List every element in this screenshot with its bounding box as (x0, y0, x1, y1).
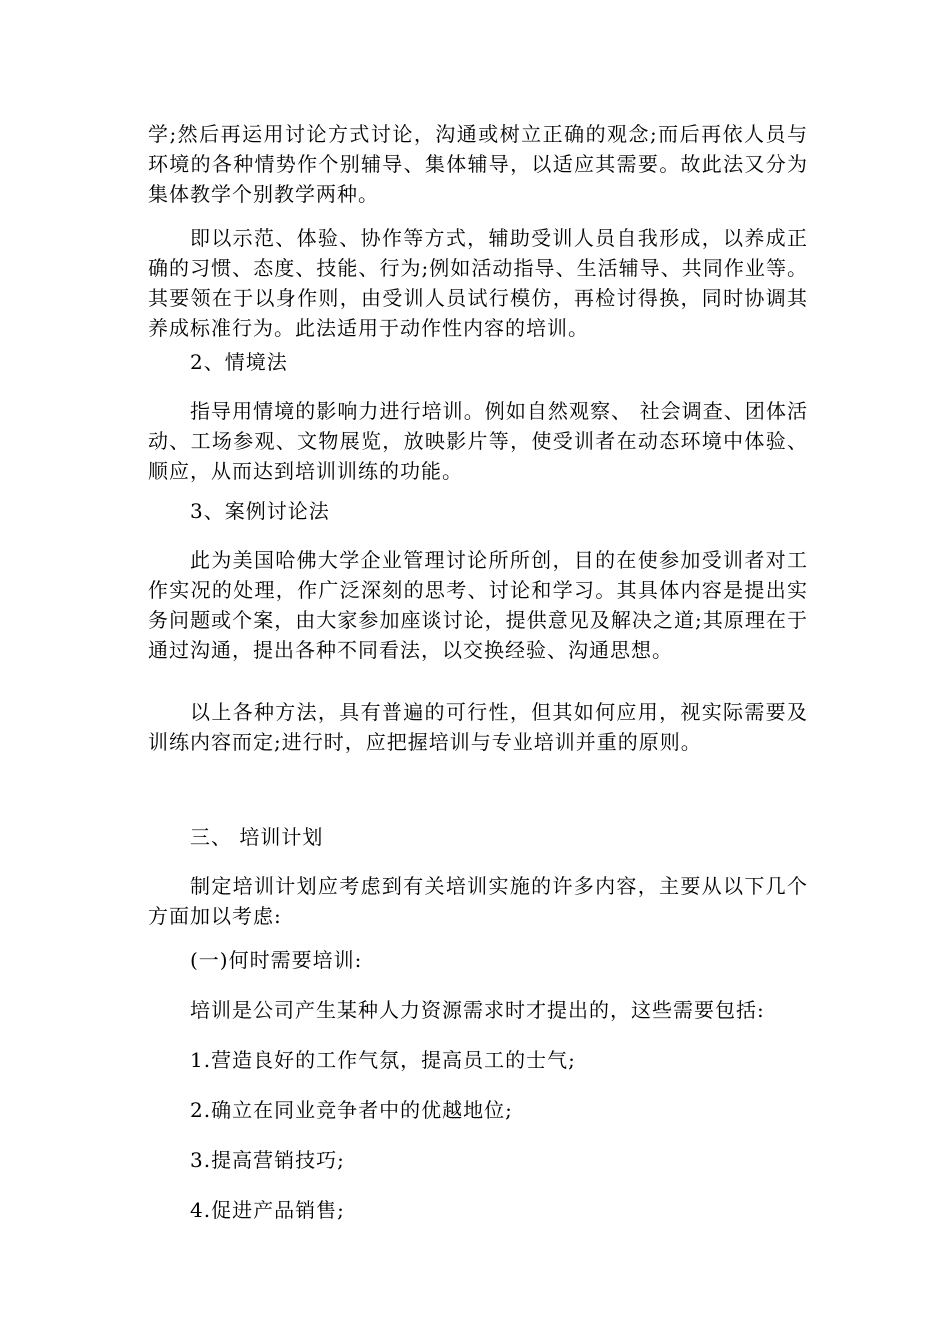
paragraph-teaching-method-continued: 学;然后再运用讨论方式讨论，沟通或树立正确的观念;而后再依人员与环境的各种情势作个别辅导、集体辅导，以适应其需要。故此法又分为集体教学个别教学两种。 (148, 122, 808, 206)
list-item-1: 1.营造良好的工作气氛，提高员工的士气; (190, 1048, 576, 1072)
heading-case-discussion-method: 3、案例讨论法 (190, 499, 330, 523)
heading-training-plan: 三、 培训计划 (190, 825, 324, 849)
paragraph-demonstration-method: 即以示范、体验、协作等方式，辅助受训人员自我形成，以养成正确的习惯、态度、技能、行为;例如活动指导、生活辅导、共同作业等。其要领在于以身作则，由受训人员试行模仿，再检讨得换，同时协调其养成标准行为。此法适用于动作性内容的培训。 (148, 226, 808, 340)
paragraph-training-plan-intro: 制定培训计划应考虑到有关培训实施的许多内容，主要从以下几个方面加以考虑: (148, 874, 808, 928)
paragraph-case-discussion-method: 此为美国哈佛大学企业管理讨论所所创，目的在使参加受训者对工作实况的处理，作广泛深刻的思考、讨论和学习。其具体内容是提出实务问题或个案，由大家参加座谈讨论，提供意见及解决之道;其原理在于通过沟通，提出各种不同看法，以交换经验、沟通思想。 (148, 548, 808, 662)
list-item-4: 4.促进产品销售; (190, 1198, 345, 1222)
paragraph-methods-summary: 以上各种方法，具有普遍的可行性，但其如何应用，视实际需要及训练内容而定;进行时，应把握培训与专业培训并重的原则。 (148, 700, 808, 754)
list-item-3: 3.提高营销技巧; (190, 1148, 345, 1172)
paragraph-situation-method: 指导用情境的影响力进行培训。例如自然观察、 社会调查、团体活动、工场参观、文物展览，放映影片等，使受训者在动态环境中体验、顺应，从而达到培训训练的功能。 (148, 399, 808, 483)
heading-situation-method: 2、情境法 (190, 350, 288, 374)
list-item-2: 2.确立在同业竞争者中的优越地位; (190, 1098, 513, 1122)
heading-when-training-needed: (一)何时需要培训: (190, 948, 363, 972)
paragraph-training-needs: 培训是公司产生某种人力资源需求时才提出的，这些需要包括: (190, 998, 765, 1022)
